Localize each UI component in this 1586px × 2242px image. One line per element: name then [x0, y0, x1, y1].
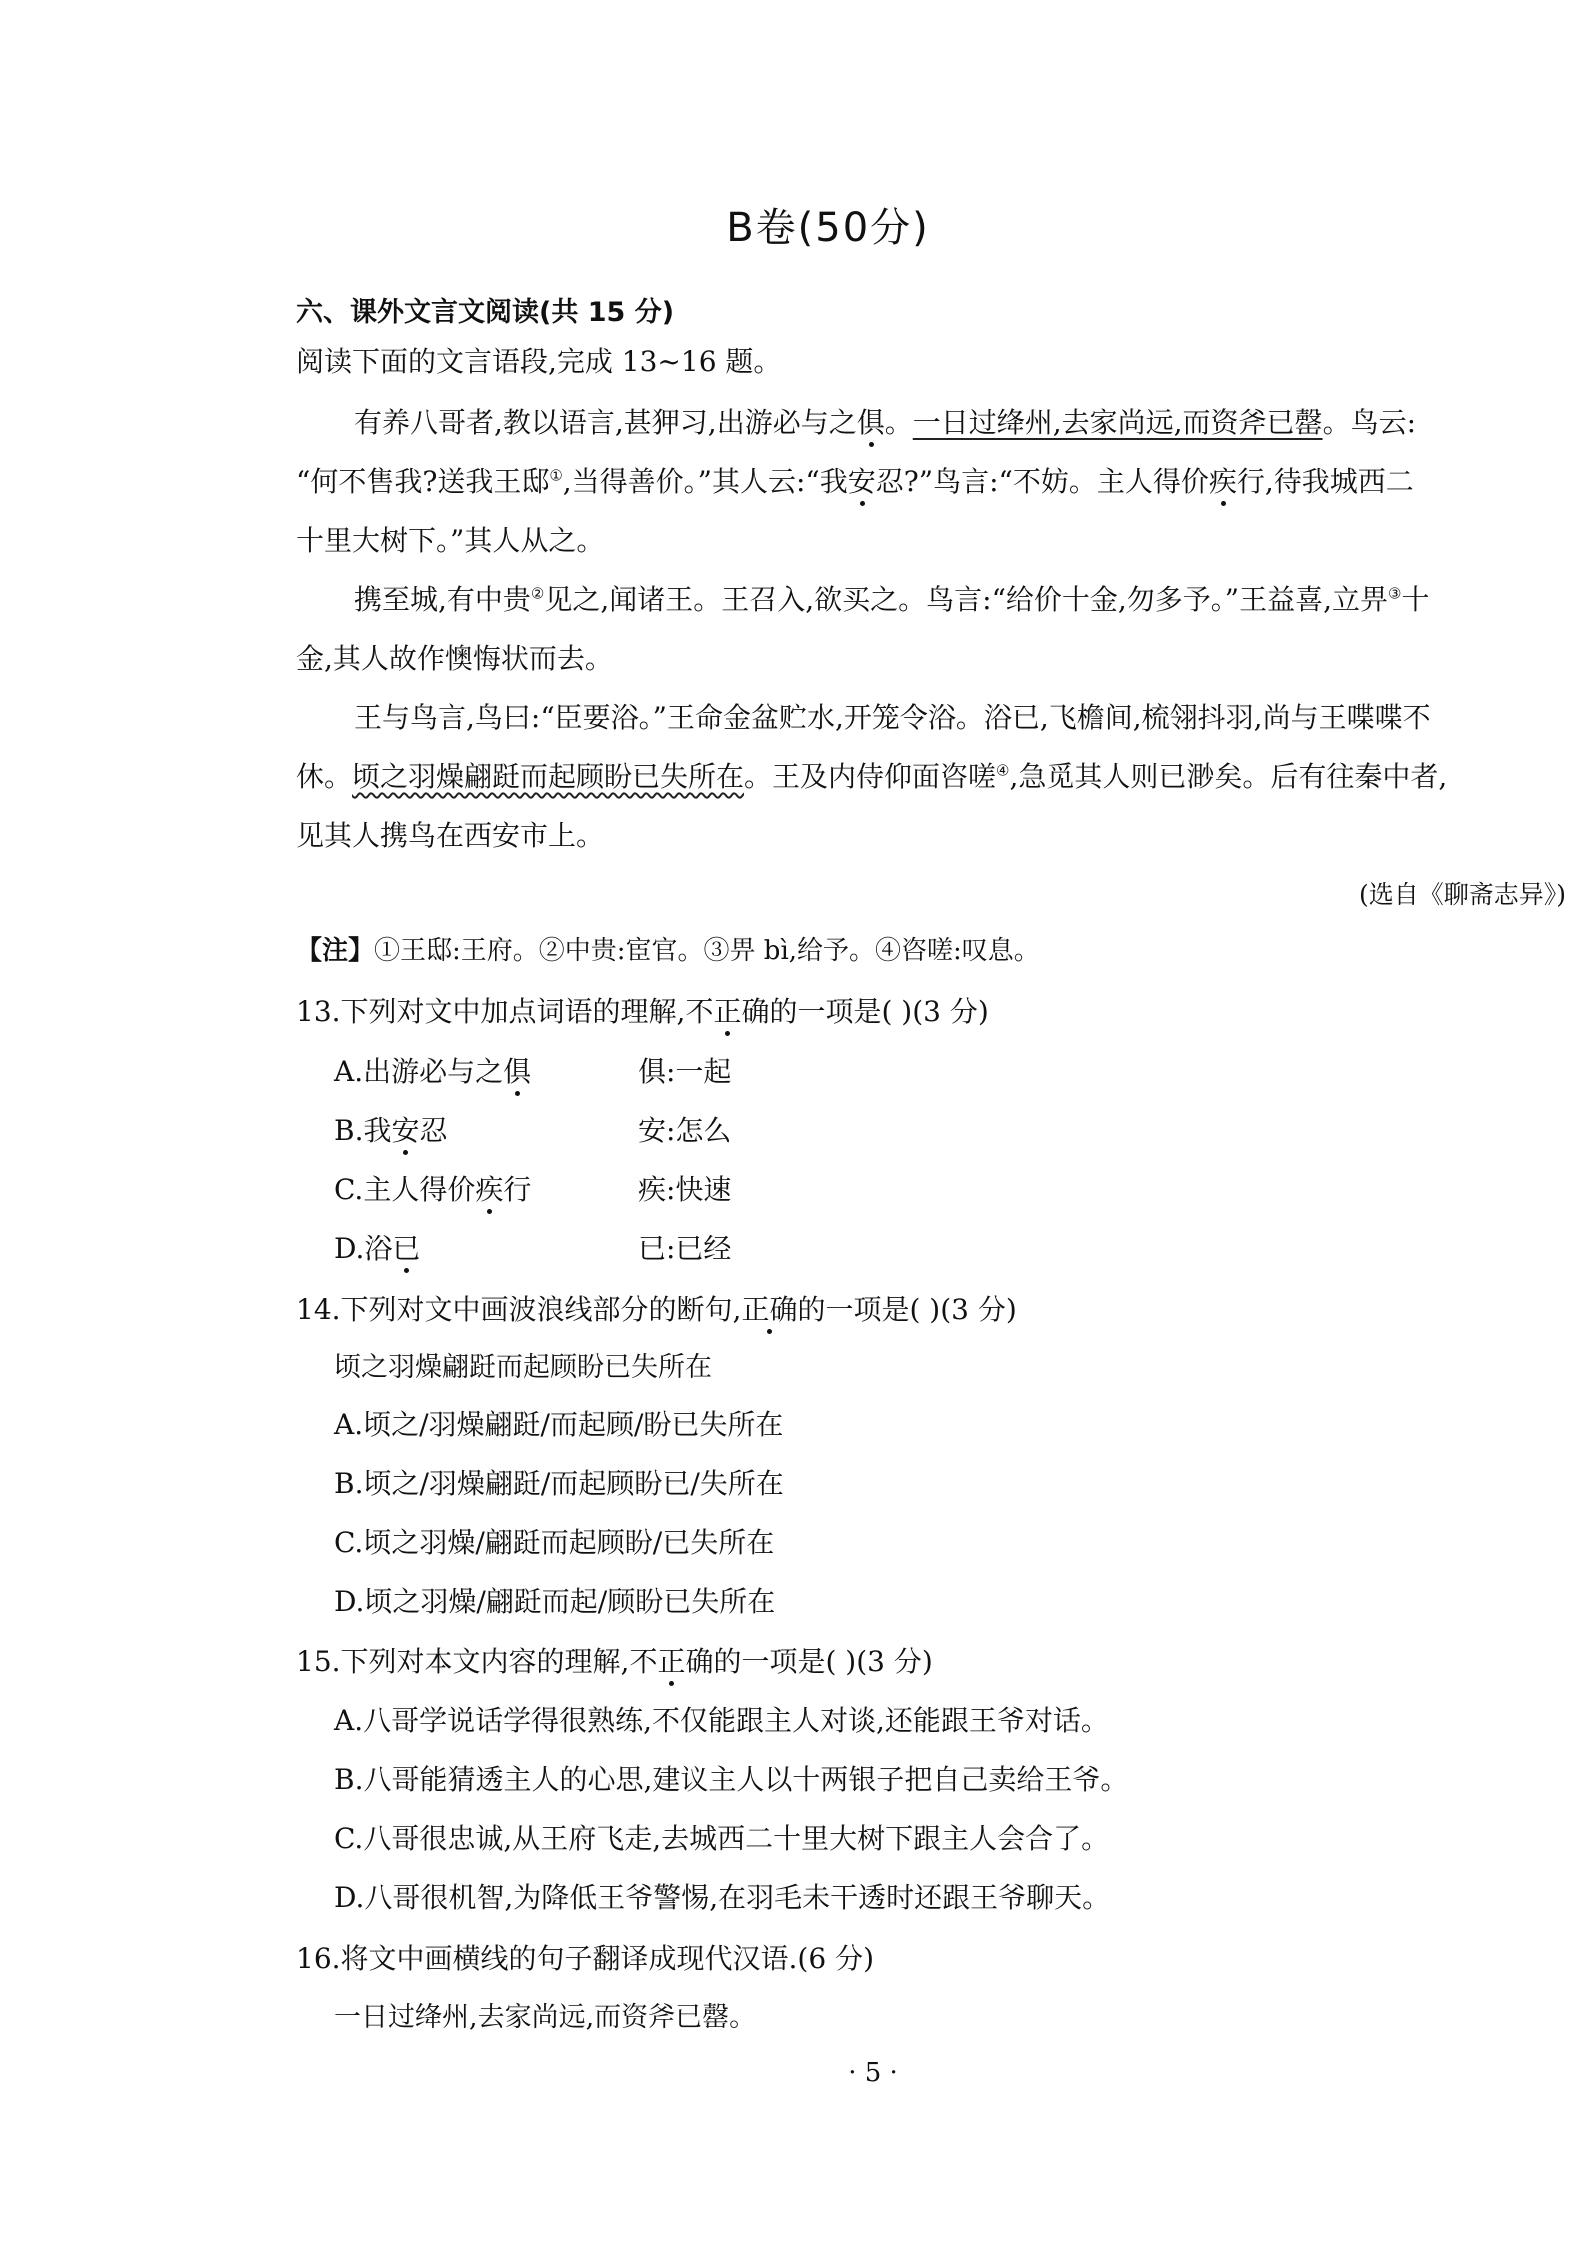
question-13: 13.下列对文中加点词语的理解,不正确的一项是( )(3 分) — [296, 995, 989, 1028]
passage-p1-line2: “何不售我?送我王邸①,当得善价。”其人云:“我安忍?”鸟言:“不妨。主人得价疾行,待我城西二 — [296, 465, 1414, 498]
source-citation: (选自《聊斋志异》) — [1358, 880, 1566, 909]
q14-sentence: 顷之羽燥翩跹而起顾盼已失所在 — [334, 1352, 712, 1383]
page-number: · 5 · — [848, 2058, 898, 2088]
q13-option-c: C.主人得价疾行 — [334, 1173, 532, 1206]
question-14: 14.下列对文中画波浪线部分的断句,正确的一项是( )(3 分) — [296, 1293, 1017, 1326]
wavy-sentence: 顷之羽燥翩跹而起顾盼已失所在 — [352, 760, 745, 793]
dotted-word-ji: 疾 — [1208, 465, 1237, 498]
passage-p3-line2: 休。顷之羽燥翩跹而起顾盼已失所在。王及内侍仰面咨嗟④,急觅其人则已渺矣。后有往秦中者, — [296, 760, 1448, 793]
q14-option-c: C.顷之羽燥/翩跹而起顾盼/已失所在 — [334, 1526, 775, 1559]
question-16: 16.将文中画横线的句子翻译成现代汉语.(6 分) — [296, 1942, 874, 1975]
q14-option-d: D.顷之羽燥/翩跹而起/顾盼已失所在 — [334, 1585, 776, 1618]
q16-sentence: 一日过绛州,去家尚远,而资斧已罄。 — [334, 2002, 757, 2033]
passage-p1-line3: 十里大树下。”其人从之。 — [296, 524, 605, 557]
underlined-sentence: 一日过绛州,去家尚远,而资斧已罄 — [912, 406, 1323, 439]
q13-option-a-def: 俱:一起 — [638, 1055, 732, 1088]
passage-p1-line1: 有养八哥者,教以语言,甚狎习,出游必与之俱。一日过绛州,去家尚远,而资斧已罄。鸟云: — [354, 406, 1416, 439]
q15-option-a: A.八哥学说话学得很熟练,不仅能跟主人对谈,还能跟王爷对话。 — [334, 1704, 1109, 1737]
q13-option-b-def: 安:怎么 — [638, 1114, 732, 1147]
q15-option-b: B.八哥能猜透主人的心思,建议主人以十两银子把自己卖给王爷。 — [334, 1763, 1129, 1796]
dotted-word-an: 安 — [847, 465, 876, 498]
q13-option-d: D.浴已 — [334, 1232, 421, 1265]
q13-option-a: A.出游必与之俱 — [334, 1055, 532, 1088]
dotted-word-ju: 俱 — [856, 406, 885, 439]
q15-option-d: D.八哥很机智,为降低王爷警惕,在羽毛未干透时还跟王爷聊天。 — [334, 1881, 1111, 1914]
passage-p2-line2: 金,其人故作懊悔状而去。 — [296, 642, 613, 675]
passage-p3-line3: 见其人携鸟在西安市上。 — [296, 819, 605, 852]
q14-option-a: A.顷之/羽燥翩跹/而起顾/盼已失所在 — [334, 1408, 784, 1441]
section-heading: 六、课外文言文阅读(共 15 分) — [296, 297, 675, 328]
annotation-note: 【注】①王邸:王府。②中贵:宦官。③畀 bì,给予。④咨嗟:叹息。 — [296, 936, 1040, 966]
question-15: 15.下列对本文内容的理解,不正确的一项是( )(3 分) — [296, 1645, 933, 1678]
q13-option-c-def: 疾:快速 — [638, 1173, 732, 1206]
q14-option-b: B.顷之/羽燥翩跹/而起顾盼已/失所在 — [334, 1467, 784, 1500]
instruction: 阅读下面的文言语段,完成 13~16 题。 — [296, 345, 782, 378]
q13-option-d-def: 已:已经 — [638, 1232, 732, 1265]
page-title: B卷(50分) — [726, 205, 930, 251]
passage-p2-line1: 携至城,有中贵②见之,闻诸王。王召入,欲买之。鸟言:“给价十金,勿多予。”王益喜,立畀③十 — [354, 583, 1430, 616]
q15-option-c: C.八哥很忠诚,从王府飞走,去城西二十里大树下跟主人会合了。 — [334, 1822, 1110, 1855]
passage-p3-line1: 王与鸟言,鸟曰:“臣要浴。”王命金盆贮水,开笼令浴。浴已,飞檐间,梳翎抖羽,尚与王喋喋不 — [354, 701, 1431, 734]
q13-option-b: B.我安忍 — [334, 1114, 448, 1147]
